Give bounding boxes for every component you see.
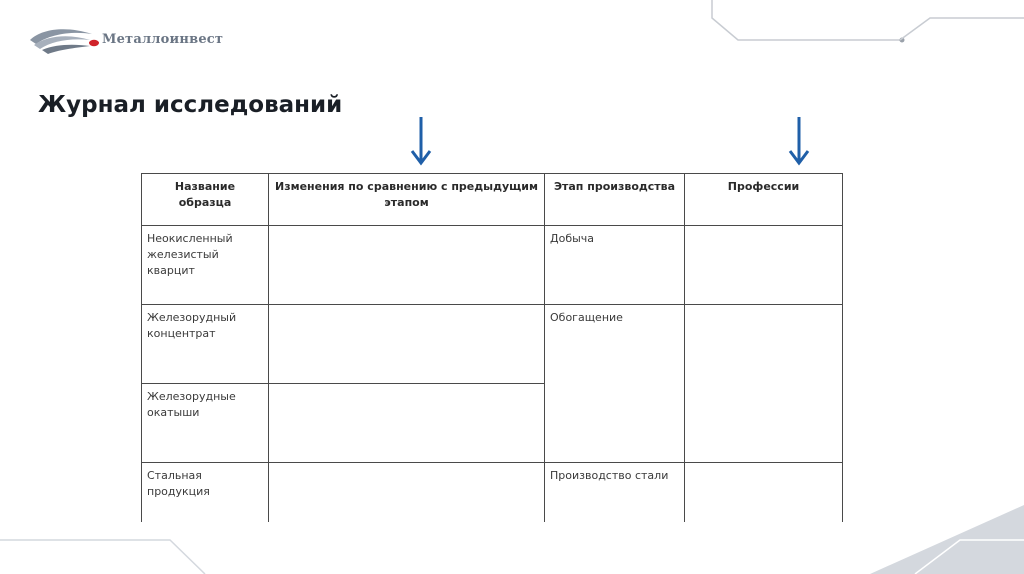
header-production-stage: Этап производства [545,174,685,226]
header-changes: Изменения по сравнению с предыдущим этапом [269,174,545,226]
sample-cell: Железорудный концентрат [142,305,269,384]
header-sample-name: Название образца [142,174,269,226]
bottom-right-line [915,540,1024,574]
research-journal-table [141,173,843,522]
table-row [142,463,843,523]
sample-cell: Стальная продукция [142,463,269,523]
changes-input-cell[interactable] [269,463,545,523]
stage-cell: Добыча [545,226,685,305]
top-right-circuit-line [712,0,900,40]
arrow-down-icon [787,115,811,167]
table-header-row [142,174,843,226]
top-right-line-2 [900,18,1024,40]
professions-input-cell[interactable] [685,226,843,305]
table-row [142,226,843,305]
table-row [142,305,843,384]
professions-input-cell[interactable] [685,305,843,463]
page-title: Журнал исследований [38,92,343,118]
bottom-left-line [0,540,205,574]
stage-cell: Производство стали [545,463,685,523]
brand-name: Металлоинвест [102,31,224,47]
sample-cell: Неокисленный железистый кварцит [142,226,269,305]
changes-input-cell[interactable] [269,384,545,463]
header-professions: Профессии [685,174,843,226]
bottom-right-shape [870,505,1024,574]
metalloinvest-logo-icon [28,22,100,56]
stage-cell: Обогащение [545,305,685,463]
professions-input-cell[interactable] [685,463,843,523]
brand-logo [28,22,223,56]
arrow-down-icon [409,115,433,167]
sample-cell: Железорудные окатыши [142,384,269,463]
top-right-dot [900,38,905,43]
changes-input-cell[interactable] [269,305,545,384]
changes-input-cell[interactable] [269,226,545,305]
